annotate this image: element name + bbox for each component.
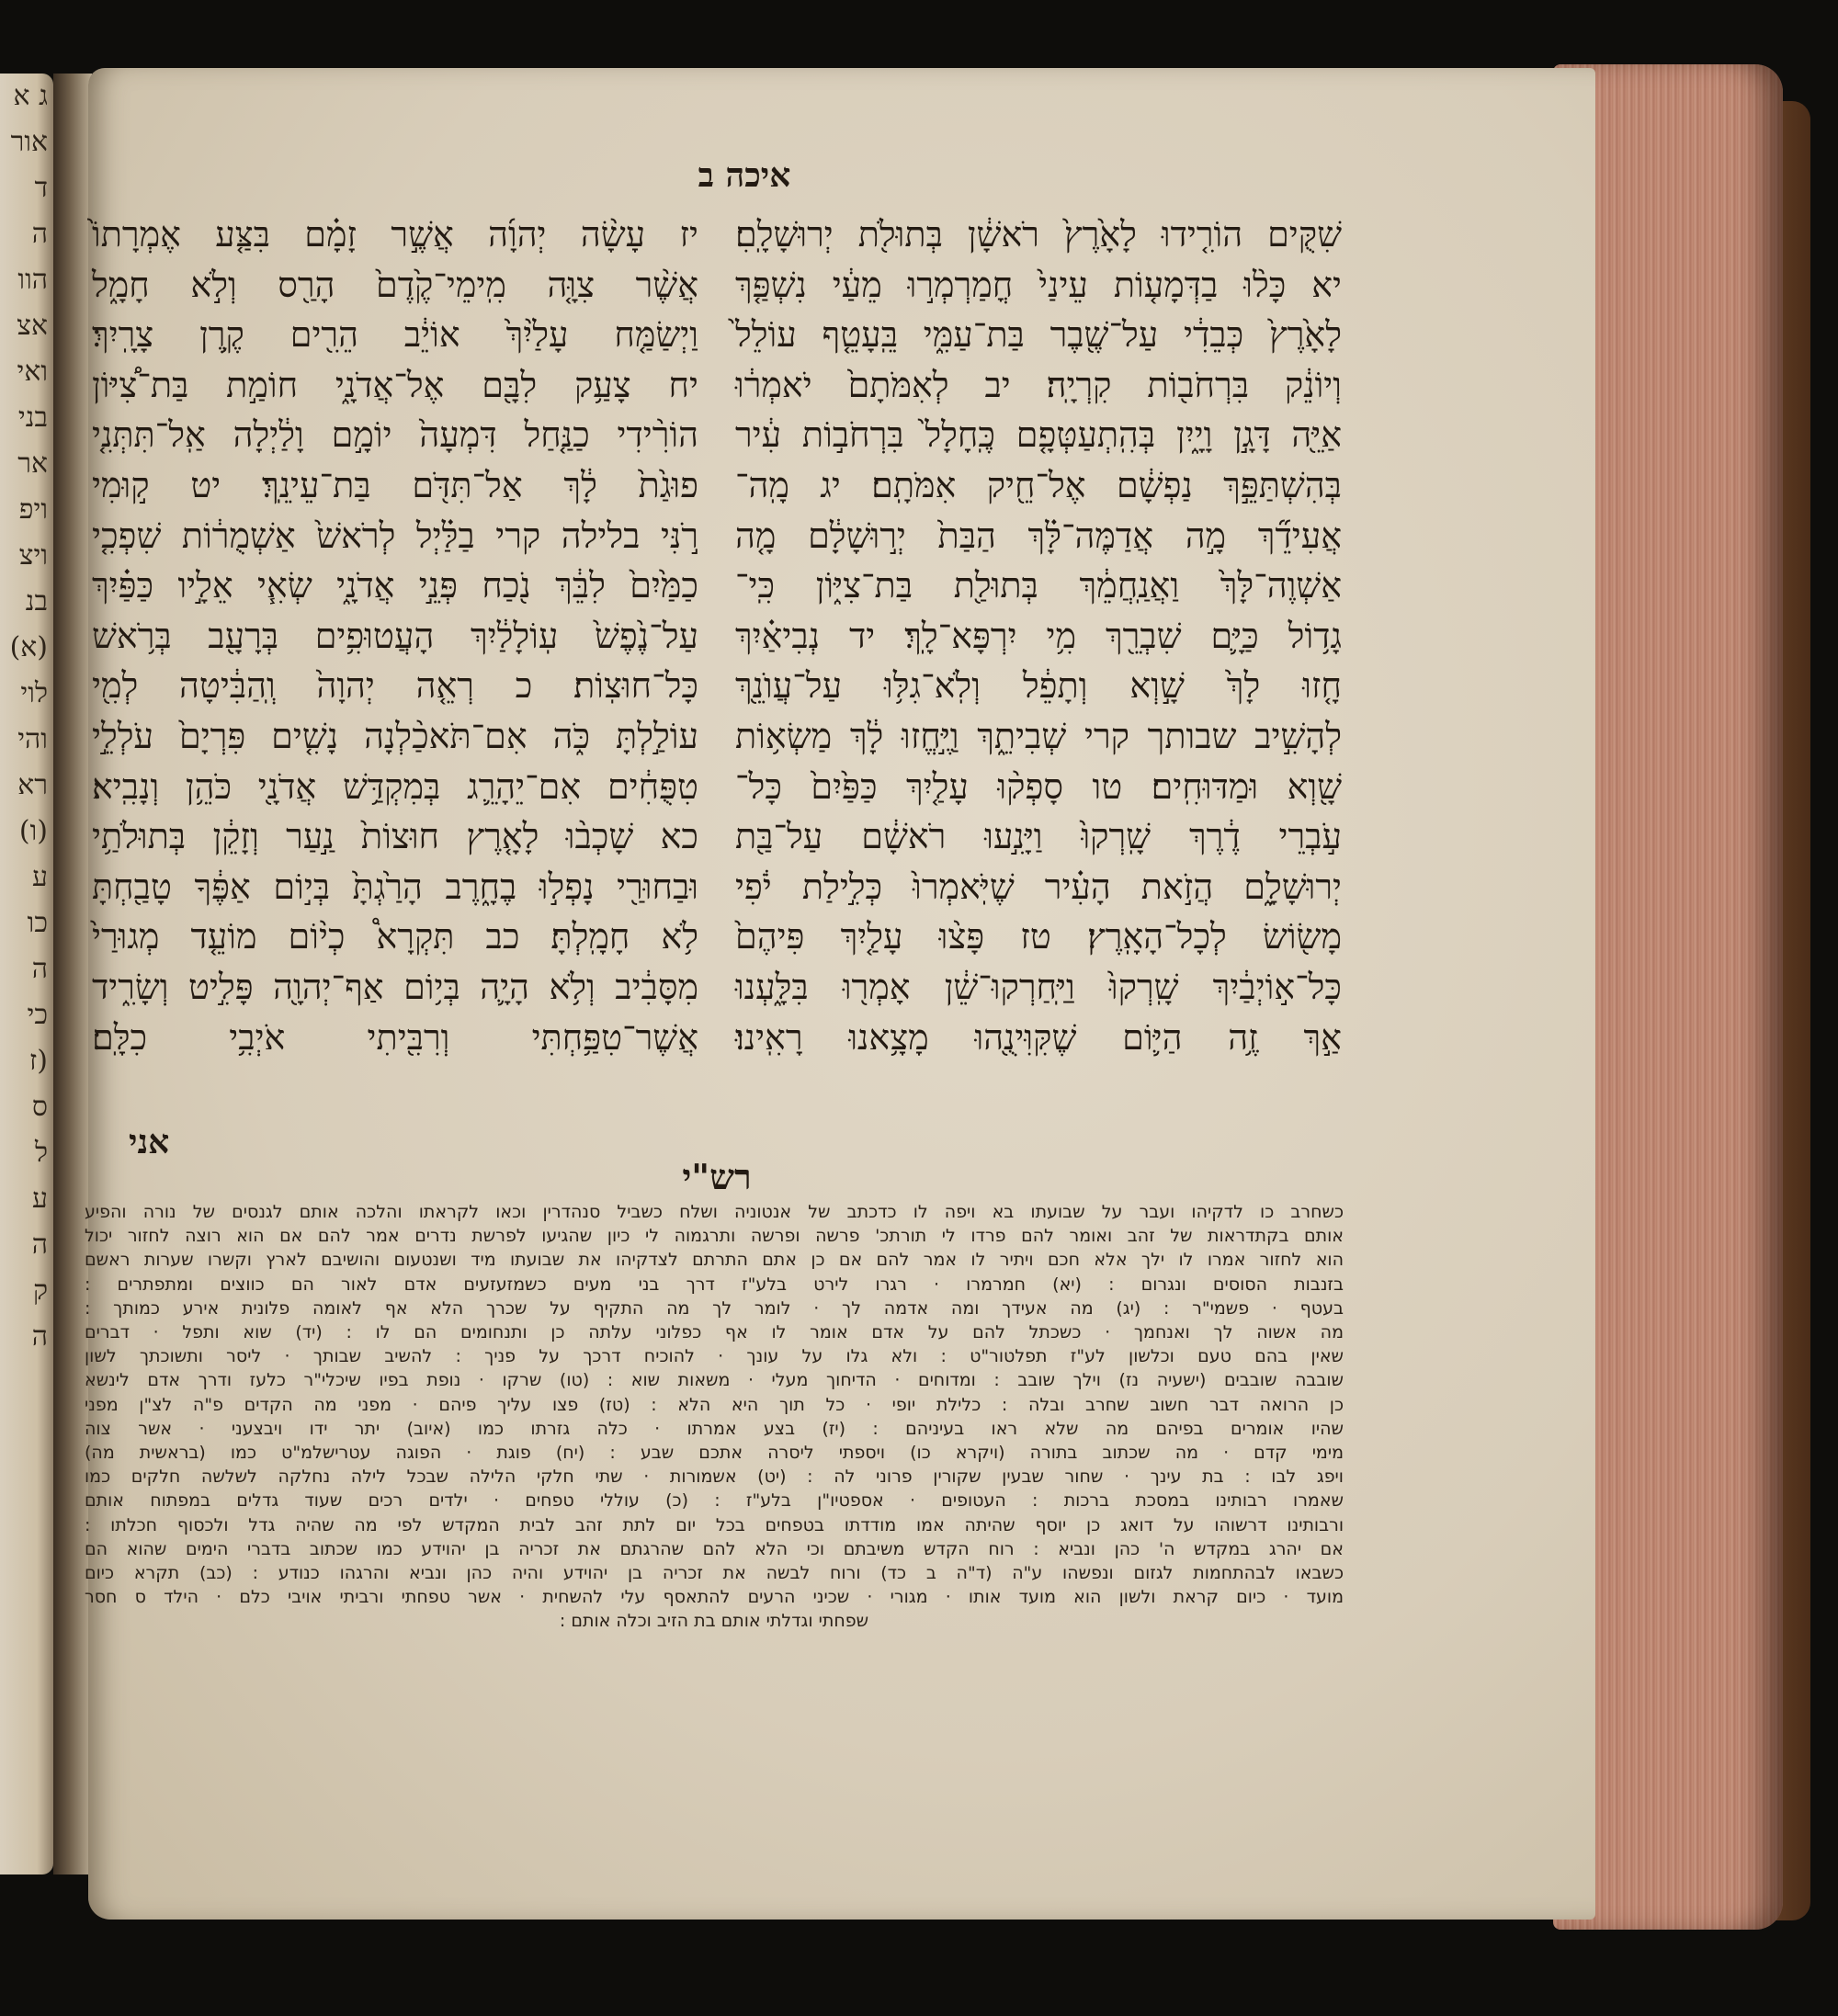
margin-fragment: ה	[31, 1229, 48, 1261]
verse-line: גָד֥וֹל כַּיָּ֛ם שִׁבְרֵ֖ךְ מִ֥י יִרְפָּא־לָֽךְ׃ יד נְבִיאַ֗יִךְ	[735, 615, 1342, 656]
margin-fragment: כו	[27, 907, 48, 939]
biblical-text-left-column	[92, 210, 698, 1062]
margin-fragment: ק	[32, 1274, 48, 1307]
commentary-line: שאין בהם טעם וכלשון לע"ז תפלטור"ט : ולא גלו על עונך · להוכיח דרכך על פניך : להשיב שבותך · ליסר ותשוכתך לשון	[85, 1346, 1344, 1367]
margin-fragment: כי	[27, 999, 48, 1031]
verse-line: רֹ֣נִּי בלילה קרי בַלַּ֗יְל לְרֹאשׁ֙ אַשְׁמֻר֔וֹת שִׁפְכִ֤י	[92, 515, 698, 556]
verse-line: מִסָּבִ֔יב וְלֹ֥א הָיָ֛ה בְּי֥וֹם אַף־יְהוָ֖ה פָּלִ֣יט וְשָׂרִ֑יד	[92, 966, 698, 1007]
verse-line: בְּהִשְׁתַּפֵּ֣ךְ נַפְשָׁ֔ם אֶל־חֵ֖יק אִמֹּתָֽם׃ יג מָֽה־	[735, 464, 1342, 505]
verse-line: פוּגַ֙ת֙ לָ֔ךְ אַל־תִּדֹּ֖ם בַּת־עֵינֵֽךְ׃ יט ק֣וּמִי	[92, 464, 698, 505]
verse-line: עֹ֣בְרֵי דֶ֔רֶךְ שָֽׁרְקוּ֙ וַיָּנִ֣עוּ רֹאשָׁ֔ם עַל־בַּ֖ת	[735, 816, 1342, 857]
margin-fragment: בני	[17, 402, 48, 434]
margin-fragment: (ו)	[18, 815, 48, 847]
margin-fragment: ע	[32, 861, 48, 893]
margin-fragment: הוו	[17, 264, 48, 296]
commentary-line: כשבאו לבהתחמות לגזום ונפשהו ע"ה (ד"ה ב כד) ורוח לבשה את זכריה בן יהוידע והיה כהן ונביא והרגהו כנודע : (כב) תקרא כיום	[85, 1563, 1344, 1584]
verse-line: מָשׂ֖וֹשׂ לְכָל־הָאָֽרֶץ׃ טז פָּצ֨וּ עָלַ֤יִךְ פִּיהֶם֙	[735, 916, 1342, 957]
verse-line: יְרוּשָׁלָ֑͏ִם הֲזֹ֣את הָעִ֗יר שֶׁיֹּֽאמְרוּ֙ כְּלִ֣ילַת יֹ֔פִי	[735, 866, 1342, 907]
commentary-line: ויפג לבו : בת עינך · שחור שבעין שקורין פרוני לה : (יט) אשמורות · שתי חלקי הלילה שבכל לילה נחלקה לשלשה חלקים כמו	[85, 1467, 1344, 1488]
margin-fragment: בנ	[25, 585, 48, 617]
verse-line: כָּל־א֣וֹיְבַ֔יִךְ שָֽׁרְקוּ֙ וַיַּֽחַרְקוּ־שֵׁ֔ן אָמְר֖וּ בִּלָּ֑עְנוּ	[735, 966, 1342, 1007]
verse-line: טִפֻּחִ֔ים אִם־יֵהָרֵ֛ג בְּמִקְדַּ֥שׁ אֲדֹנָ֖י כֹּהֵ֥ן וְנָבִֽיא׃	[92, 765, 698, 807]
commentary-line: מימי קדם · מה שכתוב בתורה (ויקרא כו) ויספתי ליסרה אתכם שבע : (יח) פוגת · הפוגה עטרישלמ"ט כמו (בראשית מה)	[85, 1443, 1344, 1464]
catchword: אני	[129, 1123, 170, 1161]
verse-line: לֹ֥א חָמָֽלְתָּ׃ כב תִּקְרָא֩ כְי֨וֹם מוֹעֵ֤ד מְגוּרַי֙	[92, 916, 698, 957]
rashi-commentary	[85, 1200, 1344, 1634]
margin-fragment: אור	[10, 126, 48, 158]
verse-line: וְיוֹנֵ֔ק בִּרְחֹב֖וֹת קִרְיָֽה׃ יב לְאִמֹּתָם֙ יֹאמְר֔וּ	[735, 364, 1342, 405]
commentary-line: כשחרב כו לדקיהו ועבר על שבועתו בא ויפה לו כדכתב של אנטוניה ושלח כשביל סנהדרין וכאו לקראתו והלכה אותם לגנסים של נורה והפיע	[85, 1202, 1344, 1222]
margin-fragment: אר	[17, 447, 48, 480]
verse-line: לְהָשִׁ֣יב שבותך קרי שְׁבִיתֵ֑ךְ וַיֶּ֣חֱזוּ לָ֔ךְ מַשְׂא֥וֹת	[735, 715, 1342, 756]
running-header: איכה ב	[698, 156, 791, 195]
verse-line: וּבַחוּרַ֖י נָפְל֣וּ בֶחָ֑רֶב הָרַ֙גְתָּ֙ בְּי֣וֹם אַפֶּ֔ךָ טָבַ֖חְתָּ	[92, 866, 698, 907]
verse-line: עַל־נֶ֙פֶשׁ֙ עֽוֹלָלַ֔יִךְ הָעֲטוּפִ֥ים בְּרָעָ֖ב בְּרֹ֥אשׁ	[92, 615, 698, 656]
commentary-line: מה אשוה לך ואנחמך · כשכתל להם על אדם אומר לו אף כפלוני עלתה כן ותנחומים הם לו : (יד) שוא ותפל · דברים	[85, 1322, 1344, 1343]
commentary-line: שובבה שובבים (ישעיה נז) וילך שובב : ומדוחים · הדיחוך מעלי · משאות שוא : (טו) שרקו · נופת בפיו שיכלי"ר כלעז ודרך אדם לינשא	[85, 1370, 1344, 1391]
verse-line: הוֹרִ֨ידִי כַנַּ֤חַל דִּמְעָה֙ יוֹמָ֣ם וָלַ֔יְלָה אַֽל־תִּתְּנִ֤י	[92, 414, 698, 456]
margin-fragment: אצ	[17, 310, 48, 342]
verse-line: וַיְשַׂמַּ֤ח עָלַ֙יִךְ֙ אוֹיֵ֔ב הֵרִ֖ים קֶ֥רֶן צָרָֽיִךְ׃	[92, 314, 698, 356]
commentary-line: שאמרו רבותינו במסכת ברכות : העטופים · אספטיו"ן בלע"ז : (כ) עוללי טפחים · ילדים רכים שעוד גדלים במפתוח אותם	[85, 1490, 1344, 1512]
commentary-title: רש"י	[682, 1156, 752, 1197]
margin-fragment: ג א	[13, 80, 48, 112]
margin-fragment: רא	[17, 769, 48, 801]
verse-line: עוֹלַ֣לְתָּ כֹּ֑ה אִם־תֹּאכַ֨לְנָה נָשִׁ֤ים פִּרְיָם֙ עֹלְלֵ֣י	[92, 715, 698, 756]
commentary-line: בעטף · פשמי"ר : (יג) מה אעידך ומה אדמה לך · לומר לך מה התקיף על שכרך הלא אף לאומה פלונית אירע כמותך :	[85, 1297, 1344, 1319]
margin-fragment: ויפ	[18, 493, 48, 526]
verse-line: לָאָ֙רֶץ֙ כְּבֵדִ֔י עַל־שֶׁ֖בֶר בַּת־עַמִּ֑י בֵּֽעָטֵ֤ף עוֹלֵל֙	[735, 314, 1342, 356]
commentary-line: הוא לחזור אמרו לו ילך אלא חכם ויתיר לו אמר להם אם כן אתם התרתם לצדקיהו את שבועתו מיד ושנטעום והושיבם לארץ וקשרו שערות ראשם	[85, 1250, 1344, 1271]
biblical-text-right-column	[735, 210, 1342, 1062]
margin-fragment: לוי	[20, 677, 48, 709]
verse-line: שִׁקֻּים הוֹרִ֤ידוּ לָאָ֙רֶץ֙ רֹאשָׁ֔ן בְּתוּלֹ֖ת יְרוּשָׁלָֽםִ׃	[735, 214, 1342, 255]
commentary-line: אם יהרג במקדש ה' כהן ונביא : רוח הקדש משיבתם וכי הלא להם שהרגתם את זכריה בן יהוידע כמו שכתוב בדברי הימים שהוא הם	[85, 1538, 1344, 1559]
verse-line: אֲשֶׁר־טִפַּ֥חְתִּי וְרִבִּ֖יתִי אֹיְבִ֥י כִלָּֽם׃	[92, 1016, 698, 1058]
verse-line: כַמַּ֙יִם֙ לִבֵּ֔ךְ נֹ֖כַח פְּנֵ֣י אֲדֹנָ֑י שְׂאִ֧י אֵלָ֣יו כַּפַּ֗יִךְ	[92, 565, 698, 606]
verse-line: שָׁ֖וְא וּמַדּוּחִֽים׃ טו סָפְק֨וּ עָלַ֤יִךְ כַּפַּ֙יִם֙ כָּל־	[735, 765, 1342, 807]
margin-fragment: ה	[31, 953, 48, 985]
commentary-line: שהיו אומרים בפיהם מה שלא ראו בעיניהם : (יז) בצע אמרתו · כלה גזרתו כמו (איוב) יתר ידו ויבצעני · אשר צוה	[85, 1418, 1344, 1439]
margin-fragment: ויצ	[18, 539, 48, 572]
facing-page-text-fragments	[0, 74, 53, 1874]
commentary-line: מועד · כיום קראת ולשון הוא מועד אותו · מגורי · שכיני הרעים להתאסף עלי להשחית · אשר טפחתי ורביתי אויבי כלם · הילד ס חסר	[85, 1587, 1344, 1608]
margin-fragment: ד	[34, 172, 48, 204]
margin-fragment: ה	[31, 1320, 48, 1353]
verse-line: חָ֤זוּ לָךְ֙ שָׁ֣וְא וְתָפֵ֔ל וְלֹֽא־גִלּ֥וּ עַל־עֲוֺנֵ֖ךְ	[735, 665, 1342, 707]
margin-fragment: (א)	[9, 631, 48, 663]
verse-line: יז עָשָׂ֨ה יְהוָ֜ה אֲשֶׁ֣ר זָמָ֗ם בִּצַּ֤ע אֶמְרָתוֹ֙	[92, 214, 698, 255]
commentary-line: שפחתי וגדלתי אותם בת הזיב וכלה אותם :	[559, 1611, 869, 1632]
verse-line: אֲעִידֵ֞ךְ מָ֣ה אֲדַמֶּה־לָּ֗ךְ הַבַּת֙ יְר֣וּשָׁלַ֔͏ִם מָ֤ה	[735, 515, 1342, 556]
verse-line: אַשְׁוֶה־לָּךְ֙ וַאֲנַֽחֲמֵ֔ךְ בְּתוּלַ֖ת בַּת־צִיּ֑וֹן כִּֽי־	[735, 565, 1342, 606]
margin-fragment: (ז	[28, 1045, 48, 1077]
commentary-line: ורבותינו דרשוהו על דואג כן יוסף שהיתה אמו מודדתו בטפחים בכל יום לתת זהב לבית המקדש לפי מה שהיה גדל ולכסוף חכלתו :	[85, 1514, 1344, 1535]
commentary-line: כן הרואה דבר חשוב שחרב ובלה : כלילת יופי · כל תוך היא הלא : (טז) פצו עליך פיהם · מפני מה הקדים פ"ה לצ"ן מפני	[85, 1394, 1344, 1415]
margin-fragment: ע	[32, 1183, 48, 1215]
margin-fragment: ה	[31, 218, 48, 250]
verse-line: אֲשֶׁ֨ר צִוָּ֤ה מִֽימֵי־קֶ֙דֶם֙ הָרַ֖ס וְלֹ֣א חָמָ֑ל	[92, 264, 698, 305]
margin-fragment: והי	[17, 723, 48, 755]
commentary-line: אותם בקתדראות של זהב ואומר להם פרדו לי תורתכ' פרשה ופרשה ותרגמוה לי כיון שהגיעו לפרשת נדרים אמר להם אם הוא רוצה לחזור יכול	[85, 1226, 1344, 1247]
margin-fragment: ס	[31, 1091, 48, 1123]
verse-line: כָּל־חוּצֽוֹת׃ כ רְאֵ֤ה יְהוָה֙ וְֽהַבִּ֔יטָה לְמִ֖י	[92, 665, 698, 707]
verse-line: אַיֵּ֖ה דָּגָ֣ן וָיָ֑יִן בְּהִֽתְעַטְּפָ֤ם כֶּֽחָלָל֙ בִּרְחֹב֣וֹת עִ֔יר	[735, 414, 1342, 456]
margin-fragment: ואי	[17, 356, 48, 388]
commentary-line: בזנבות הסוסים ונגרום : (יא) חמרמרו · רגרו לירט בלע"ז דרך בני מעים כשמזעזעים אדם לאור הם כווצים ומתפתרים :	[85, 1274, 1344, 1295]
margin-fragment: ל	[34, 1137, 48, 1169]
verse-line: כא שָׁכְב֨וּ לָאָ֤רֶץ חוּצוֹת֙ נַ֣עַר וְזָקֵ֔ן בְּתוּלֹתַ֥י	[92, 816, 698, 857]
verse-line: אַ֣ךְ זֶ֥ה הַיּ֛וֹם שֶׁקִּוִּינֻ֖הוּ מָצָ֥אנוּ רָאִֽינוּ׃	[735, 1016, 1342, 1058]
verse-line: יא כָּל֨וּ בַדְּמָע֤וֹת עֵינַי֙ חֳמַרְמְר֣וּ מֵעַ֔י נִשְׁפַּ֤ךְ	[735, 264, 1342, 305]
verse-line: יח צָעַ֥ק לִבָּ֖ם אֶל־אֲדֹנָ֑י חוֹמַ֣ת בַּת־צִ֠יּוֹן	[92, 364, 698, 405]
